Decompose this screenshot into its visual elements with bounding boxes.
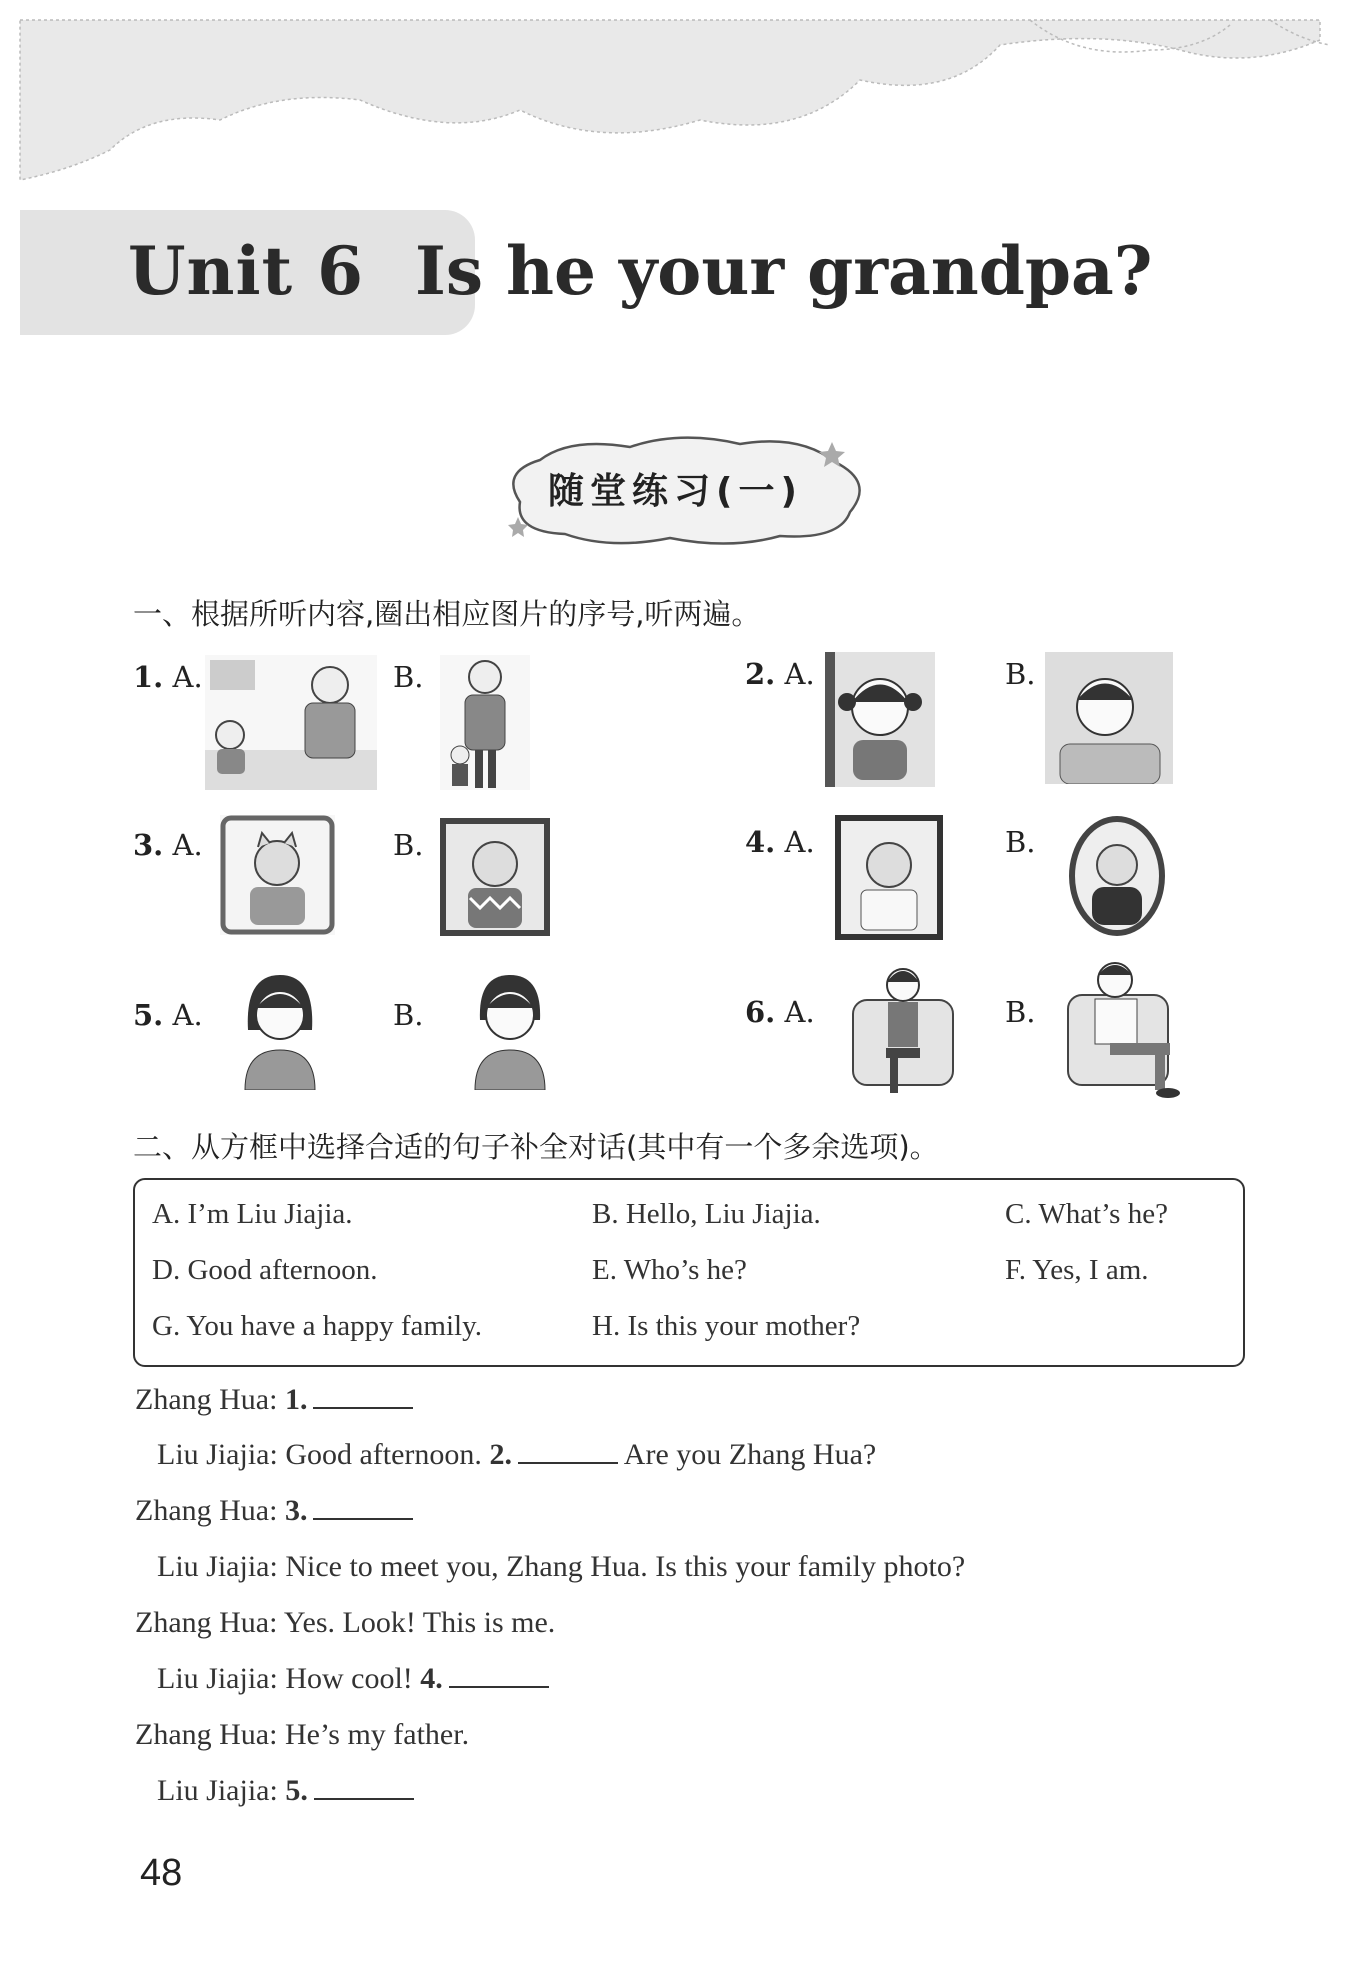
option-g: G. You have a happy family.	[152, 1310, 482, 1342]
item-3-number: 3. A.	[133, 828, 203, 862]
item-5-option-a-image[interactable]	[240, 970, 320, 1090]
answer-blank-5[interactable]	[314, 1774, 414, 1800]
dialogue-line-3: Zhang Hua: 3.	[135, 1494, 413, 1528]
item-4-option-b-label: B.	[1005, 825, 1036, 859]
item-4-number: 4. A.	[745, 825, 815, 859]
option-c: C. What’s he?	[1005, 1198, 1168, 1230]
item-3-option-a-image[interactable]	[220, 815, 335, 935]
option-h: H. Is this your mother?	[592, 1310, 861, 1342]
item-3-option-b-image[interactable]	[440, 818, 550, 936]
item-6-option-a-image[interactable]	[848, 960, 958, 1100]
answer-blank-3[interactable]	[313, 1494, 413, 1520]
item-4-option-b-image[interactable]	[1068, 815, 1166, 938]
unit-label: Unit 6	[128, 232, 365, 310]
item-1-option-a-image[interactable]	[205, 655, 377, 790]
page-number: 48	[140, 1852, 183, 1894]
header-cloud-banner	[0, 0, 1350, 190]
item-3-option-b-label: B.	[393, 828, 424, 862]
answer-blank-2[interactable]	[518, 1438, 618, 1464]
dialogue-line-5: Zhang Hua: Yes. Look! This is me.	[135, 1606, 556, 1639]
item-6-number: 6. A.	[745, 995, 815, 1029]
dialogue-line-6: Liu Jiajia: How cool! 4.	[157, 1662, 549, 1696]
option-e: E. Who’s he?	[592, 1254, 747, 1286]
option-d: D. Good afternoon.	[152, 1254, 378, 1286]
answer-blank-1[interactable]	[313, 1383, 413, 1409]
item-6-option-b-label: B.	[1005, 995, 1036, 1029]
item-6-option-b-image[interactable]	[1060, 955, 1185, 1100]
dialogue-line-4: Liu Jiajia: Nice to meet you, Zhang Hua. Is this your family photo?	[157, 1550, 966, 1583]
item-2-option-b-image[interactable]	[1045, 652, 1173, 784]
section1-heading: 一、根据所听内容,圈出相应图片的序号,听两遍。	[133, 597, 761, 631]
item-2-number: 2. A.	[745, 657, 815, 691]
item-1-number: 1. A.	[133, 660, 203, 694]
dialogue-line-7: Zhang Hua: He’s my father.	[135, 1718, 470, 1751]
dialogue-line-1: Zhang Hua: 1.	[135, 1383, 413, 1417]
unit-title: Is he your grandpa?	[415, 232, 1153, 310]
option-f: F. Yes, I am.	[1005, 1254, 1149, 1286]
item-5-number: 5. A.	[133, 998, 203, 1032]
option-a: A. I’m Liu Jiajia.	[152, 1198, 353, 1230]
item-2-option-a-image[interactable]	[825, 652, 935, 787]
item-2-option-b-label: B.	[1005, 657, 1036, 691]
dialogue-line-2: Liu Jiajia: Good afternoon. 2. Are you Zhang Hua?	[157, 1438, 877, 1471]
item-1-option-b-image[interactable]	[440, 655, 530, 790]
answer-blank-4[interactable]	[449, 1662, 549, 1688]
item-5-option-b-image[interactable]	[470, 970, 550, 1090]
item-5-option-b-label: B.	[393, 998, 424, 1032]
item-1-option-b-label: B.	[393, 660, 424, 694]
item-4-option-a-image[interactable]	[835, 815, 943, 940]
dialogue-line-8: Liu Jiajia: 5.	[157, 1774, 414, 1808]
section2-heading: 二、从方框中选择合适的句子补全对话(其中有一个多余选项)。	[133, 1130, 939, 1164]
option-b: B. Hello, Liu Jiajia.	[592, 1198, 821, 1230]
practice-title: 随堂练习(一)	[548, 471, 803, 512]
